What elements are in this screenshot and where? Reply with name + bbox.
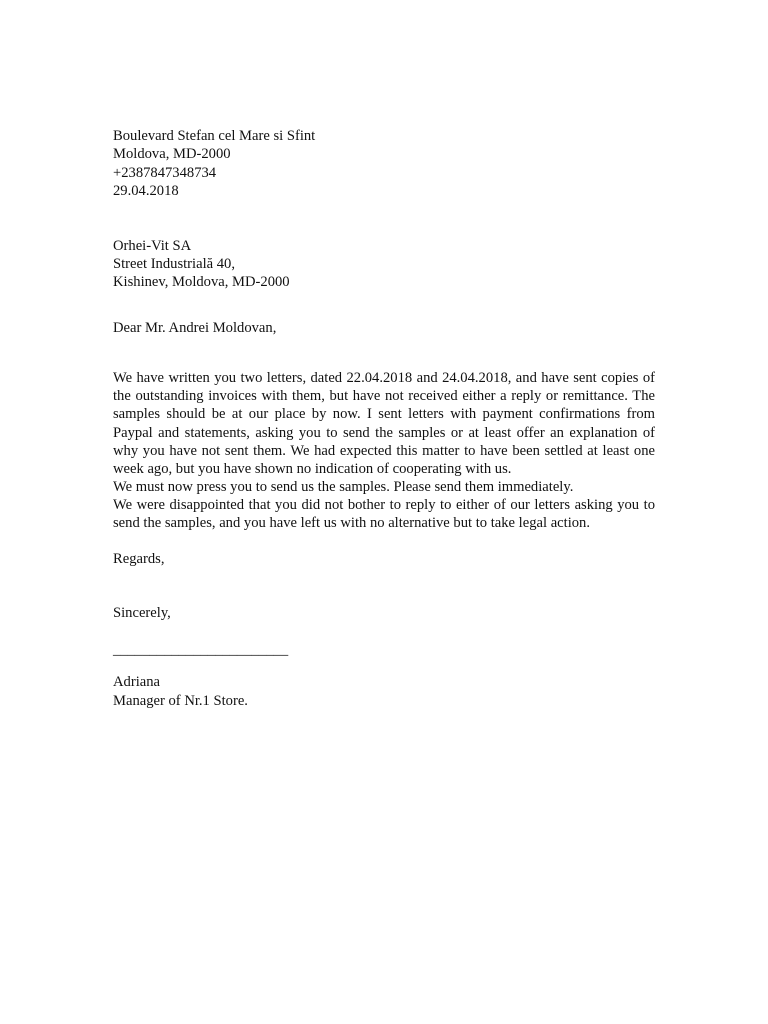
- recipient-street: Street Industrială 40,: [113, 256, 235, 273]
- signer-title: Manager of Nr.1 Store.: [113, 692, 248, 709]
- sender-address-line-1: Boulevard Stefan cel Mare si Sfint: [113, 128, 316, 144]
- signer-name: Adriana: [113, 674, 161, 691]
- closing-sincerely-block: [113, 604, 655, 622]
- closing-sincerely: Sincerely,: [113, 604, 171, 621]
- closing-regards: Regards,: [113, 551, 165, 568]
- letter-date: 29.04.2018: [113, 183, 179, 200]
- recipient-company: Orhei-Vit SA: [113, 237, 192, 254]
- salutation: Dear Mr. Andrei Moldovan,: [113, 319, 277, 336]
- body-paragraph-2: We must now press you to send us the samples. Please send them immediately.: [113, 478, 574, 495]
- sender-address-line-2: Moldova, MD-2000: [113, 146, 231, 163]
- letter-body: [113, 369, 655, 532]
- salutation-block: [113, 319, 655, 337]
- signature-line-block: [113, 641, 655, 659]
- letter-page: [113, 127, 655, 710]
- signature-line: ________________________: [113, 641, 289, 658]
- closing-regards-block: [113, 550, 655, 568]
- recipient-block: [113, 237, 655, 292]
- sender-phone: +2387847348734: [113, 164, 217, 181]
- sender-block: [113, 127, 655, 201]
- body-paragraph-1: We have written you two letters, dated 22.04.2018 and 24.04.2018, and have sent copies of the outstanding invoices with them, but have not received either a reply or remittance. The samples should be at our place by now. I sent letters with payment confirmations from Paypal and statements, asking you to send the samples or at least offer an explanation of why you have not sent them. We had expected this matter to have been settled at least one week ago, but you have shown no indication of cooperating with us.: [113, 370, 655, 477]
- body-paragraph-3: We were disappointed that you did not bother to reply to either of our letters asking you to send the samples, and you have left us with no alternative but to take legal action.: [113, 496, 655, 531]
- signer-block: [113, 673, 655, 710]
- recipient-city: Kishinev, Moldova, MD-2000: [113, 274, 290, 291]
